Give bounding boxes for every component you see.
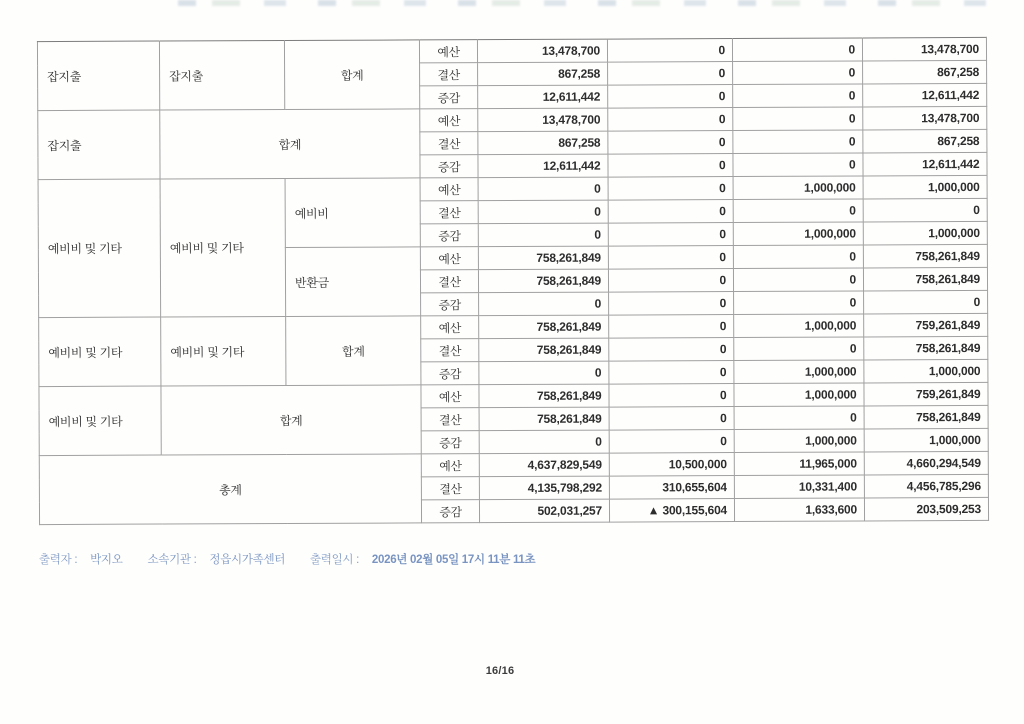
amount-cell: 759,261,849: [864, 313, 988, 337]
print-info-footer: [39, 551, 939, 567]
row-type-cell: 예산: [420, 178, 478, 201]
amount-cell: 0: [478, 177, 608, 201]
row-type-cell: 예산: [419, 40, 477, 63]
amount-cell: 10,500,000: [609, 453, 734, 477]
amount-cell: 0: [863, 198, 987, 222]
amount-cell: 4,135,798,292: [479, 476, 609, 500]
row-type-cell: 결산: [420, 201, 478, 224]
row-type-cell: 증감: [420, 155, 478, 178]
amount-cell: 0: [608, 154, 733, 178]
category-cell: 예비비 및 기타: [38, 179, 161, 318]
category-cell: 예비비: [285, 178, 420, 248]
amount-cell: 1,000,000: [734, 429, 864, 453]
row-type-cell: 결산: [420, 132, 478, 155]
amount-cell: 0: [608, 62, 733, 86]
amount-cell: 0: [479, 430, 609, 454]
amount-cell: 0: [609, 292, 734, 316]
amount-cell: 4,637,829,549: [479, 453, 609, 477]
row-type-cell: 증감: [421, 431, 479, 454]
amount-cell: 203,509,253: [864, 497, 988, 521]
amount-cell: 758,261,849: [864, 405, 988, 429]
amount-cell: 12,611,442: [863, 83, 987, 107]
amount-cell: 758,261,849: [863, 267, 987, 291]
category-cell: 잡지출: [37, 41, 159, 111]
row-type-cell: 예산: [420, 109, 478, 132]
amount-cell: 12,611,442: [863, 152, 987, 176]
amount-cell: 867,258: [478, 131, 608, 155]
amount-cell: 0: [733, 245, 863, 269]
row-type-cell: 증감: [421, 362, 479, 385]
amount-cell: 0: [608, 200, 733, 224]
amount-cell: 758,261,849: [864, 336, 988, 360]
amount-cell: 0: [734, 337, 864, 361]
amount-cell: 758,261,849: [479, 315, 609, 339]
org-label: 소속기관 :: [147, 554, 197, 566]
row-type-cell: 증감: [420, 86, 478, 109]
category-cell: 예비비 및 기타: [161, 316, 286, 386]
row-type-cell: 증감: [421, 500, 479, 523]
amount-cell: 0: [609, 338, 734, 362]
amount-cell: 13,478,700: [478, 108, 608, 132]
amount-cell: 0: [478, 223, 608, 247]
amount-cell: 0: [478, 200, 608, 224]
amount-cell: 0: [734, 291, 864, 315]
row-type-cell: 증감: [420, 224, 478, 247]
category-cell: 반환금: [285, 247, 420, 317]
printer-label: 출력자 :: [39, 554, 78, 566]
amount-cell: 0: [608, 269, 733, 293]
amount-cell: 0: [733, 61, 863, 85]
amount-cell: 867,258: [863, 60, 987, 84]
amount-cell: 0: [733, 153, 863, 177]
category-cell: 합계: [286, 316, 421, 386]
amount-cell: 758,261,849: [479, 338, 609, 362]
category-cell: 예비비 및 기타: [160, 178, 286, 317]
amount-cell: 12,611,442: [478, 154, 608, 178]
amount-cell: 0: [732, 38, 862, 62]
category-cell: 총계: [39, 454, 421, 525]
row-type-cell: 예산: [420, 247, 478, 270]
category-cell: 잡지출: [159, 40, 284, 110]
datetime-label: 출력일시 :: [309, 554, 360, 566]
amount-cell: 0: [734, 406, 864, 430]
amount-cell: 0: [609, 315, 734, 339]
category-cell: 합계: [161, 385, 421, 455]
amount-cell: 0: [733, 199, 863, 223]
row-type-cell: 결산: [420, 270, 478, 293]
amount-cell: 1,000,000: [863, 221, 987, 245]
amount-cell: 0: [607, 39, 732, 63]
amount-cell: 0: [864, 290, 988, 314]
category-cell: 합계: [284, 40, 419, 110]
amount-cell: 867,258: [478, 62, 608, 86]
amount-cell: 758,261,849: [478, 246, 608, 270]
cutoff-text-remnant: [178, 0, 998, 6]
amount-cell: 758,261,849: [478, 269, 608, 293]
amount-cell: 1,000,000: [734, 360, 864, 384]
row-type-cell: 증감: [421, 293, 479, 316]
amount-cell: 758,261,849: [479, 407, 609, 431]
amount-cell: 0: [608, 177, 733, 201]
row-type-cell: 결산: [421, 477, 479, 500]
amount-cell: 1,000,000: [734, 383, 864, 407]
amount-cell: 0: [733, 130, 863, 154]
amount-cell: 1,000,000: [734, 314, 864, 338]
amount-cell: 0: [609, 430, 734, 454]
category-cell: 예비비 및 기타: [39, 317, 161, 387]
amount-cell: 310,655,604: [609, 476, 734, 500]
category-cell: 합계: [160, 109, 420, 179]
amount-cell: 0: [609, 407, 734, 431]
amount-cell: 0: [479, 292, 609, 316]
amount-cell: 502,031,257: [479, 499, 609, 523]
amount-cell: 11,965,000: [734, 452, 864, 476]
row-type-cell: 예산: [421, 316, 479, 339]
amount-cell: 867,258: [863, 129, 987, 153]
amount-cell: 0: [608, 108, 733, 132]
amount-cell: 1,000,000: [864, 359, 988, 383]
amount-cell: 10,331,400: [734, 475, 864, 499]
row-type-cell: 결산: [420, 63, 478, 86]
amount-cell: 1,000,000: [733, 176, 863, 200]
table-body: [37, 37, 988, 524]
amount-cell: 0: [609, 384, 734, 408]
amount-cell: 1,633,600: [734, 498, 864, 522]
amount-cell: 0: [609, 361, 734, 385]
amount-cell: 758,261,849: [479, 384, 609, 408]
amount-cell: 0: [733, 268, 863, 292]
amount-cell: 0: [733, 107, 863, 131]
budget-settlement-table: [37, 37, 989, 525]
amount-cell: 0: [608, 223, 733, 247]
amount-cell: 0: [608, 246, 733, 270]
amount-cell: 4,660,294,549: [864, 451, 988, 475]
row-type-cell: 예산: [421, 385, 479, 408]
amount-cell: 13,478,700: [477, 39, 607, 63]
amount-cell: 1,000,000: [863, 175, 987, 199]
amount-cell: 0: [479, 361, 609, 385]
amount-cell: 13,478,700: [862, 37, 986, 61]
amount-cell: 1,000,000: [733, 222, 863, 246]
row-type-cell: 결산: [421, 339, 479, 362]
amount-cell: 1,000,000: [864, 428, 988, 452]
amount-cell: 0: [608, 85, 733, 109]
category-cell: 잡지출: [38, 110, 160, 180]
row-type-cell: 예산: [421, 454, 479, 477]
amount-cell: 12,611,442: [478, 85, 608, 109]
category-cell: 예비비 및 기타: [39, 386, 161, 456]
amount-cell: 758,261,849: [863, 244, 987, 268]
amount-cell: 759,261,849: [864, 382, 988, 406]
row-type-cell: 결산: [421, 408, 479, 431]
amount-cell: 13,478,700: [863, 106, 987, 130]
amount-cell: ▲ 300,155,604: [609, 499, 734, 523]
amount-cell: 0: [733, 84, 863, 108]
org-name: 정읍시가족센터: [209, 554, 286, 566]
datetime-value: 2026년 02월 05일 17시 11분 11초: [371, 554, 536, 566]
printer-name: 박지오: [90, 554, 123, 566]
amount-cell: 4,456,785,296: [864, 474, 988, 498]
page-number: 16/16: [485, 665, 515, 677]
amount-cell: 0: [608, 131, 733, 155]
